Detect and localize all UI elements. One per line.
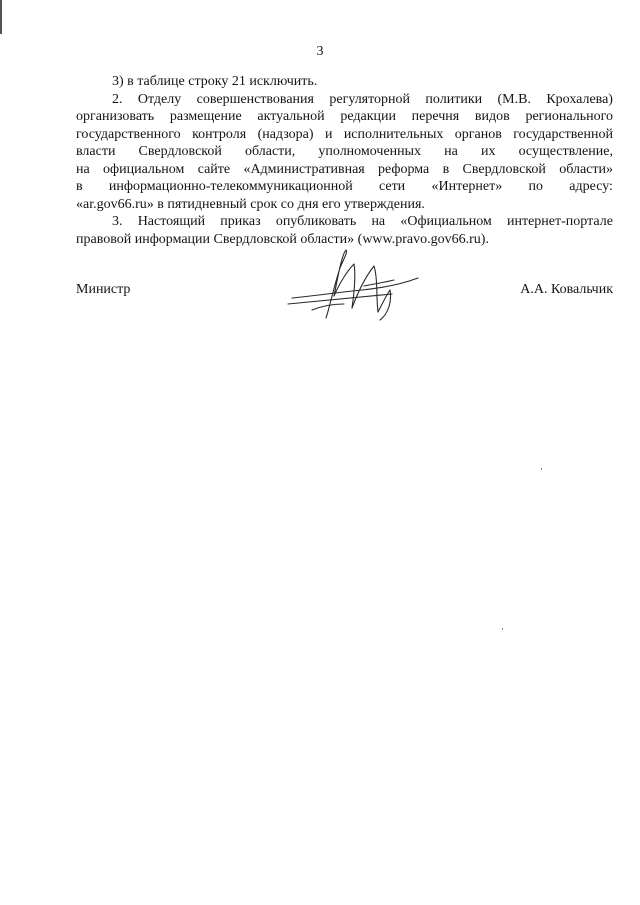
word: осуществление,: [518, 144, 613, 159]
word: Настоящий: [137, 214, 206, 229]
scan-speck: [541, 468, 542, 470]
word: Отделу: [137, 91, 182, 107]
word: регуляторной: [329, 91, 411, 107]
paragraph-item-2-last-line: «ar.gov66.ru» в пятидневный срок со дня его утверждения.: [76, 196, 425, 212]
word: (надзора): [257, 126, 314, 142]
word: государственного: [76, 126, 181, 142]
word: их: [480, 144, 496, 159]
word: официальном: [103, 161, 185, 177]
scan-edge-mark: [0, 0, 2, 34]
word: «Официальном: [400, 214, 492, 229]
paragraph-item-2-line: [76, 91, 613, 109]
paragraph-item-2-line: [76, 126, 613, 144]
word: адресу:: [569, 179, 613, 194]
scan-speck: [502, 628, 503, 630]
paragraph-item-3-exclude: 3) в таблице строку 21 исключить.: [112, 74, 318, 89]
word: «Интернет»: [431, 179, 503, 194]
word: и: [324, 126, 333, 142]
paragraph-item-2-line: [76, 178, 613, 196]
word: сайте: [197, 161, 231, 177]
page-number: 3: [316, 44, 324, 59]
word: совершенствования: [196, 91, 314, 107]
word: органов: [454, 126, 502, 142]
word: Крохалева): [546, 91, 613, 107]
word: области»: [559, 161, 613, 177]
document-body: [76, 73, 613, 248]
paragraph-item-2: [76, 91, 613, 196]
word: (М.В.: [497, 91, 531, 107]
word: приказ: [220, 214, 261, 229]
word: регионального: [525, 109, 613, 124]
word: в: [76, 179, 83, 194]
word: 3.: [112, 214, 123, 229]
word: опубликовать: [275, 214, 357, 229]
word: «Административная: [243, 161, 365, 177]
handwritten-signature-icon: [282, 246, 422, 324]
word: перечня: [411, 109, 460, 124]
word: политики: [425, 91, 483, 107]
word: организовать: [76, 109, 155, 124]
word: контроля: [192, 126, 247, 142]
paragraph-item-2-line: [76, 143, 613, 161]
paragraph-publish-line: [76, 213, 613, 231]
word: государственной: [513, 126, 613, 142]
paragraph-publish-last-line: правовой информации Свердловской области» (www.pravo.gov66.ru).: [76, 231, 489, 247]
paragraph-item-2-line: [76, 108, 613, 126]
paragraph-item-2-line: [76, 161, 613, 179]
word: Свердловской: [462, 161, 546, 177]
word: в: [442, 161, 450, 177]
word: Свердловской: [138, 144, 222, 159]
word: реформа: [378, 161, 430, 177]
word: информационно-телекоммуникационной: [108, 179, 353, 194]
word: редакции: [340, 109, 396, 124]
word: на: [371, 214, 386, 229]
word: на: [76, 161, 90, 177]
word: актуальной: [257, 109, 325, 124]
word: сети: [378, 179, 406, 194]
word: власти: [76, 144, 116, 159]
position-title: Министр: [76, 282, 131, 297]
word: интернет-портале: [506, 214, 613, 229]
word: по: [528, 179, 544, 194]
signer-name: А.А. Ковальчик: [520, 282, 613, 297]
word: области,: [244, 144, 296, 159]
word: исполнительных: [343, 126, 444, 142]
paragraph-publish: [76, 213, 613, 231]
word: уполномоченных: [318, 144, 422, 159]
word: видов: [474, 109, 510, 124]
word: на: [444, 144, 458, 159]
word: размещение: [169, 109, 242, 124]
word: 2.: [112, 91, 123, 107]
